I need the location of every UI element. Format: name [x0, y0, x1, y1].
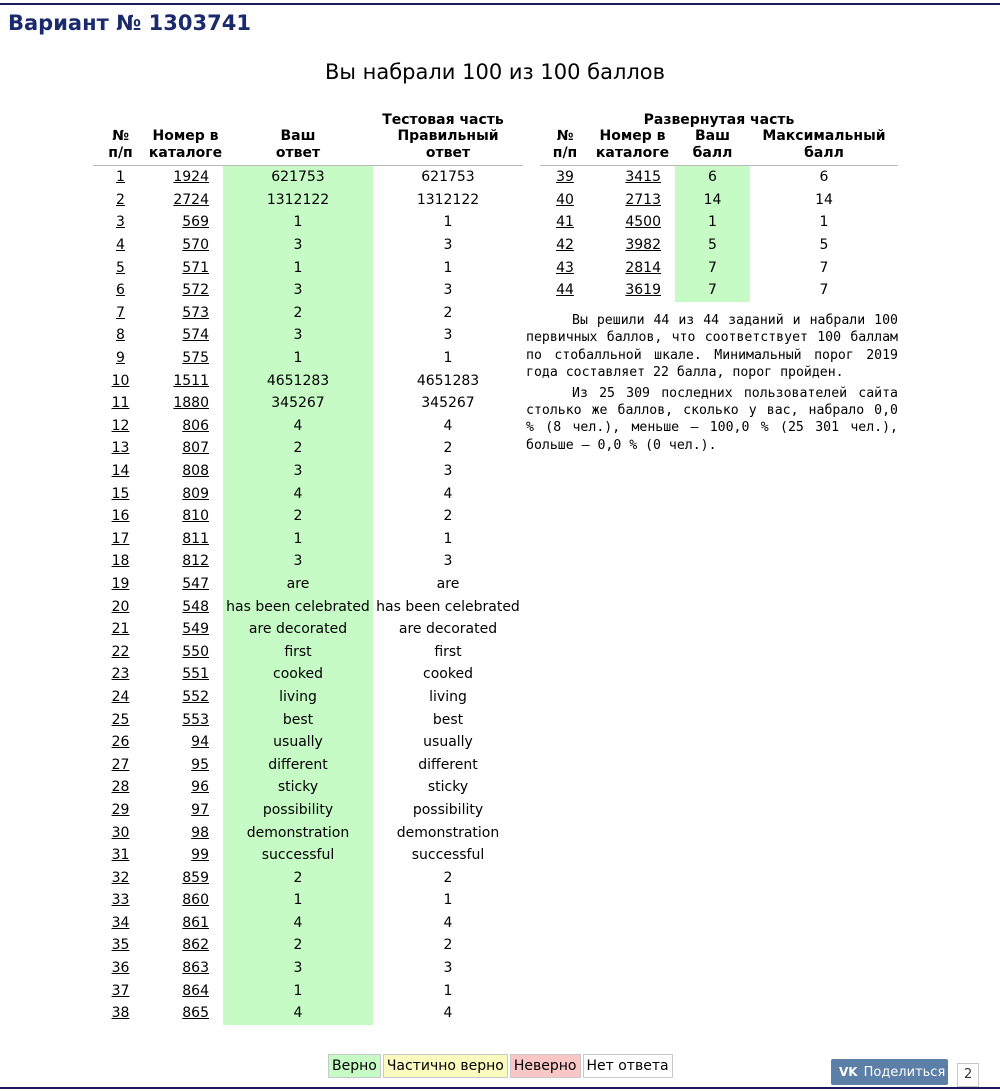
catalog-number-link[interactable]: 1924	[173, 169, 209, 186]
catalog-number-link[interactable]: 807	[182, 440, 209, 457]
your-score-cell: 1	[675, 211, 750, 234]
table-row	[93, 302, 523, 325]
your-answer-cell: 2	[223, 302, 373, 325]
catalog-number-link[interactable]: 98	[191, 824, 209, 841]
task-number-link[interactable]: 30	[111, 824, 130, 841]
table-row	[93, 528, 523, 551]
your-answer-cell: demonstration	[223, 821, 373, 844]
your-answer-cell: 345267	[223, 392, 373, 415]
your-answer-cell: 4	[223, 1002, 373, 1025]
task-number-link[interactable]: 4	[116, 237, 125, 254]
correct-answer-cell: 2	[443, 304, 453, 321]
table-row	[93, 1002, 523, 1025]
header-correct-answer: Правильный ответ	[373, 128, 523, 166]
catalog-number-link[interactable]: 96	[191, 779, 209, 796]
table-row	[93, 460, 523, 483]
task-number-link[interactable]: 40	[556, 191, 574, 208]
share-button[interactable]	[831, 1059, 948, 1085]
share-label: Поделиться	[863, 1065, 946, 1080]
table-row	[93, 437, 523, 460]
your-answer-cell: usually	[223, 731, 373, 754]
catalog-number-link[interactable]: 3415	[625, 169, 661, 186]
catalog-number-link[interactable]: 571	[182, 259, 209, 276]
task-number-link[interactable]: 15	[111, 485, 130, 502]
result-summary	[526, 312, 898, 457]
summary-score-text: Вы решили 44 из 44 заданий и набрали 100 первичных баллов, что соответствует 100 баллам по стобалльной шкале. Минимальный порог 2019 года составляет 22 балла, порог пройден.	[526, 313, 898, 381]
table-row	[93, 844, 523, 867]
catalog-number-link[interactable]: 4500	[625, 214, 661, 231]
table-row	[540, 211, 898, 234]
table-row	[540, 279, 898, 302]
catalog-number-link[interactable]: 550	[182, 643, 209, 660]
task-number-link[interactable]: 42	[556, 237, 574, 254]
your-answer-cell: living	[223, 686, 373, 709]
task-number-link[interactable]: 17	[111, 530, 130, 547]
catalog-number-link[interactable]: 810	[182, 508, 209, 525]
bottom-divider	[0, 1087, 1000, 1089]
task-number-link[interactable]: 19	[111, 575, 130, 592]
task-number-link[interactable]: 29	[111, 801, 130, 818]
legend-no-answer: Нет ответа	[583, 1054, 673, 1078]
task-number-link[interactable]: 11	[111, 395, 130, 412]
share-count: 2	[957, 1063, 979, 1087]
table-row	[93, 234, 523, 257]
header-catalog: Номер в каталоге	[590, 128, 675, 166]
your-answer-cell: possibility	[223, 799, 373, 822]
your-answer-cell: 2	[223, 505, 373, 528]
correct-answer-cell: 1	[443, 982, 453, 999]
task-number-link[interactable]: 5	[116, 259, 125, 276]
task-number-link[interactable]: 39	[556, 169, 574, 186]
table-row	[93, 686, 523, 709]
correct-answer-cell: 3	[443, 960, 453, 977]
your-answer-cell: 1	[223, 347, 373, 370]
correct-answer-cell: 4651283	[416, 372, 480, 389]
correct-answer-cell: living	[429, 688, 467, 705]
catalog-number-link[interactable]: 572	[182, 282, 209, 299]
task-number-link[interactable]: 1	[116, 169, 125, 186]
your-answer-cell: 4	[223, 482, 373, 505]
table-row	[93, 166, 523, 189]
correct-answer-cell: 345267	[421, 395, 475, 412]
task-number-link[interactable]: 23	[111, 666, 130, 683]
correct-answer-cell: demonstration	[396, 824, 500, 841]
max-score-cell: 5	[819, 237, 829, 254]
correct-answer-cell: 2	[443, 508, 453, 525]
your-answer-cell: 1312122	[223, 189, 373, 212]
task-number-link[interactable]: 26	[111, 734, 130, 751]
catalog-number-link[interactable]: 2724	[173, 191, 209, 208]
task-number-link[interactable]: 8	[116, 327, 125, 344]
max-score-cell: 14	[815, 191, 833, 208]
table-row	[540, 166, 898, 189]
catalog-number-link[interactable]: 861	[182, 914, 209, 931]
table-row	[93, 369, 523, 392]
your-answer-cell: 2	[223, 866, 373, 889]
your-answer-cell: 2	[223, 934, 373, 957]
task-number-link[interactable]: 20	[111, 598, 130, 615]
header-num: № п/п	[93, 128, 148, 166]
correct-answer-cell: 3	[443, 237, 453, 254]
task-number-link[interactable]: 32	[111, 869, 130, 886]
catalog-number-link[interactable]: 573	[182, 304, 209, 321]
catalog-number-link[interactable]: 1880	[173, 395, 209, 412]
your-answer-cell: 1	[223, 211, 373, 234]
your-answer-cell: 3	[223, 324, 373, 347]
table-row	[93, 934, 523, 957]
table-row	[93, 618, 523, 641]
max-score-cell: 1	[819, 214, 829, 231]
table-row	[93, 979, 523, 1002]
correct-answer-cell: different	[418, 756, 478, 773]
task-number-link[interactable]: 7	[116, 304, 125, 321]
correct-answer-cell: are	[436, 575, 460, 592]
correct-answer-cell: 3	[443, 282, 453, 299]
task-number-link[interactable]: 25	[111, 711, 130, 728]
catalog-number-link[interactable]: 97	[191, 801, 209, 818]
max-score-cell: 7	[819, 259, 829, 276]
your-answer-cell: 1	[223, 528, 373, 551]
table-row	[540, 189, 898, 212]
your-answer-cell: different	[223, 753, 373, 776]
your-answer-cell: 3	[223, 279, 373, 302]
header-your-score: Ваш балл	[675, 128, 750, 166]
table-row	[93, 708, 523, 731]
your-answer-cell: 1	[223, 256, 373, 279]
catalog-number-link[interactable]: 549	[182, 621, 209, 638]
correct-answer-cell: successful	[411, 847, 485, 864]
correct-answer-cell: are decorated	[398, 621, 498, 638]
table-row	[93, 753, 523, 776]
your-answer-cell: cooked	[223, 663, 373, 686]
task-number-link[interactable]: 34	[111, 914, 130, 931]
table-row	[93, 821, 523, 844]
correct-answer-cell: 621753	[421, 169, 475, 186]
header-your-answer: Ваш ответ	[223, 128, 373, 166]
score-heading: Вы набрали 100 из 100 баллов	[324, 60, 666, 84]
catalog-number-link[interactable]: 809	[182, 485, 209, 502]
top-divider	[0, 3, 1000, 5]
catalog-number-link[interactable]: 2713	[625, 191, 661, 208]
extended-part-table	[540, 110, 898, 302]
task-number-link[interactable]: 2	[116, 191, 125, 208]
table-row	[93, 731, 523, 754]
correct-answer-cell: 1	[443, 530, 453, 547]
your-score-cell: 6	[675, 166, 750, 189]
extended-part-title: Развернутая часть	[643, 112, 795, 128]
summary-stats-text: Из 25 309 последних пользователей сайта столько же баллов, сколько у вас, набрало 0,0 % (8 чел.), меньше — 100,0 % (25 301 чел.), больше — 0,0 % (0 чел.).	[526, 385, 898, 453]
table-row	[93, 640, 523, 663]
your-answer-cell: has been celebrated	[223, 595, 373, 618]
your-answer-cell: are decorated	[223, 618, 373, 641]
task-number-link[interactable]: 21	[111, 621, 130, 638]
catalog-number-link[interactable]: 569	[182, 214, 209, 231]
your-answer-cell: 4	[223, 912, 373, 935]
catalog-number-link[interactable]: 99	[191, 847, 209, 864]
task-number-link[interactable]: 27	[111, 756, 130, 773]
task-number-link[interactable]: 9	[116, 350, 125, 367]
catalog-number-link[interactable]: 806	[182, 417, 209, 434]
catalog-number-link[interactable]: 812	[182, 553, 209, 570]
your-answer-cell: best	[223, 708, 373, 731]
table-row	[93, 663, 523, 686]
table-row	[93, 889, 523, 912]
your-score-cell: 7	[675, 279, 750, 302]
correct-answer-cell: cooked	[423, 666, 473, 683]
task-number-link[interactable]: 38	[111, 1005, 130, 1022]
task-number-link[interactable]: 6	[116, 282, 125, 299]
catalog-number-link[interactable]: 865	[182, 1005, 209, 1022]
catalog-number-link[interactable]: 863	[182, 960, 209, 977]
correct-answer-cell: 4	[443, 485, 453, 502]
table-row	[93, 866, 523, 889]
correct-answer-cell: 3	[443, 553, 453, 570]
correct-answer-cell: has been celebrated	[376, 598, 520, 615]
table-row	[93, 256, 523, 279]
task-number-link[interactable]: 37	[111, 982, 130, 999]
correct-answer-cell: 3	[443, 463, 453, 480]
your-answer-cell: 3	[223, 957, 373, 980]
task-number-link[interactable]: 16	[111, 508, 130, 525]
catalog-number-link[interactable]: 862	[182, 937, 209, 954]
table-row	[93, 550, 523, 573]
catalog-number-link[interactable]: 864	[182, 982, 209, 999]
your-answer-cell: 4	[223, 415, 373, 438]
correct-answer-cell: 4	[443, 914, 453, 931]
task-number-link[interactable]: 36	[111, 960, 130, 977]
catalog-number-link[interactable]: 3982	[625, 237, 661, 254]
correct-answer-cell: 1	[443, 214, 453, 231]
catalog-number-link[interactable]: 547	[182, 575, 209, 592]
task-number-link[interactable]: 43	[556, 259, 574, 276]
catalog-number-link[interactable]: 860	[182, 892, 209, 909]
catalog-number-link[interactable]: 551	[182, 666, 209, 683]
task-number-link[interactable]: 35	[111, 937, 130, 954]
correct-answer-cell: possibility	[412, 801, 484, 818]
catalog-number-link[interactable]: 570	[182, 237, 209, 254]
correct-answer-cell: 4	[443, 417, 453, 434]
your-answer-cell: 1	[223, 889, 373, 912]
your-answer-cell: successful	[223, 844, 373, 867]
header-max-score: Максимальный балл	[750, 128, 898, 166]
your-answer-cell: 1	[223, 979, 373, 1002]
your-answer-cell: 3	[223, 460, 373, 483]
your-score-cell: 7	[675, 256, 750, 279]
table-row	[93, 912, 523, 935]
table-row	[93, 347, 523, 370]
correct-answer-cell: 4	[443, 1005, 453, 1022]
task-number-link[interactable]: 24	[111, 688, 130, 705]
catalog-number-link[interactable]: 2814	[625, 259, 661, 276]
your-answer-cell: 3	[223, 550, 373, 573]
catalog-number-link[interactable]: 808	[182, 463, 209, 480]
catalog-number-link[interactable]: 94	[191, 734, 209, 751]
answer-legend	[328, 1054, 675, 1078]
correct-answer-cell: 1	[443, 350, 453, 367]
test-part-table	[93, 110, 523, 1025]
table-row	[93, 957, 523, 980]
catalog-number-link[interactable]: 548	[182, 598, 209, 615]
task-number-link[interactable]: 44	[556, 282, 574, 299]
your-answer-cell: 3	[223, 234, 373, 257]
correct-answer-cell: 1312122	[416, 191, 480, 208]
max-score-cell: 6	[819, 169, 829, 186]
variant-title: Вариант № 1303741	[8, 11, 251, 35]
table-row	[93, 482, 523, 505]
correct-answer-cell: 1	[443, 259, 453, 276]
table-row	[93, 324, 523, 347]
catalog-number-link[interactable]: 811	[182, 530, 209, 547]
task-number-link[interactable]: 33	[111, 892, 130, 909]
header-num: № п/п	[540, 128, 590, 166]
task-number-link[interactable]: 41	[556, 214, 574, 231]
your-answer-cell: 4651283	[223, 369, 373, 392]
task-number-link[interactable]: 18	[111, 553, 130, 570]
test-part-title: Тестовая часть	[382, 112, 504, 128]
catalog-number-link[interactable]: 859	[182, 869, 209, 886]
task-number-link[interactable]: 14	[111, 463, 130, 480]
table-row	[93, 392, 523, 415]
legend-partial: Частично верно	[383, 1054, 508, 1078]
your-answer-cell: 621753	[223, 166, 373, 189]
correct-answer-cell: 3	[443, 327, 453, 344]
correct-answer-cell: 2	[443, 937, 453, 954]
task-number-link[interactable]: 22	[111, 643, 130, 660]
your-score-cell: 5	[675, 234, 750, 257]
catalog-number-link[interactable]: 1511	[173, 372, 209, 389]
catalog-number-link[interactable]: 553	[182, 711, 209, 728]
catalog-number-link[interactable]: 95	[191, 756, 209, 773]
task-number-link[interactable]: 10	[111, 372, 130, 389]
table-row	[93, 595, 523, 618]
legend-wrong: Неверно	[510, 1054, 581, 1078]
correct-answer-cell: first	[434, 643, 462, 660]
catalog-number-link[interactable]: 574	[182, 327, 209, 344]
correct-answer-cell: usually	[423, 734, 473, 751]
task-number-link[interactable]: 12	[111, 417, 130, 434]
catalog-number-link[interactable]: 3619	[625, 282, 661, 299]
table-row	[93, 211, 523, 234]
task-number-link[interactable]: 28	[111, 779, 130, 796]
table-row	[93, 573, 523, 596]
correct-answer-cell: sticky	[427, 779, 469, 796]
header-catalog: Номер в каталоге	[148, 128, 223, 166]
task-number-link[interactable]: 31	[111, 847, 130, 864]
correct-answer-cell: best	[432, 711, 464, 728]
table-row	[93, 279, 523, 302]
task-number-link[interactable]: 13	[111, 440, 130, 457]
correct-answer-cell: 1	[443, 892, 453, 909]
catalog-number-link[interactable]: 575	[182, 350, 209, 367]
your-answer-cell: are	[223, 573, 373, 596]
catalog-number-link[interactable]: 552	[182, 688, 209, 705]
table-row	[93, 776, 523, 799]
table-row	[93, 415, 523, 438]
your-answer-cell: 2	[223, 437, 373, 460]
max-score-cell: 7	[819, 282, 829, 299]
table-row	[93, 799, 523, 822]
vk-icon: VK	[839, 1065, 858, 1079]
correct-answer-cell: 2	[443, 440, 453, 457]
table-row	[540, 234, 898, 257]
your-score-cell: 14	[675, 189, 750, 212]
table-row	[540, 256, 898, 279]
legend-correct: Верно	[328, 1054, 381, 1078]
table-row	[93, 189, 523, 212]
correct-answer-cell: 2	[443, 869, 453, 886]
your-answer-cell: first	[223, 640, 373, 663]
task-number-link[interactable]: 3	[116, 214, 125, 231]
table-row	[93, 505, 523, 528]
your-answer-cell: sticky	[223, 776, 373, 799]
